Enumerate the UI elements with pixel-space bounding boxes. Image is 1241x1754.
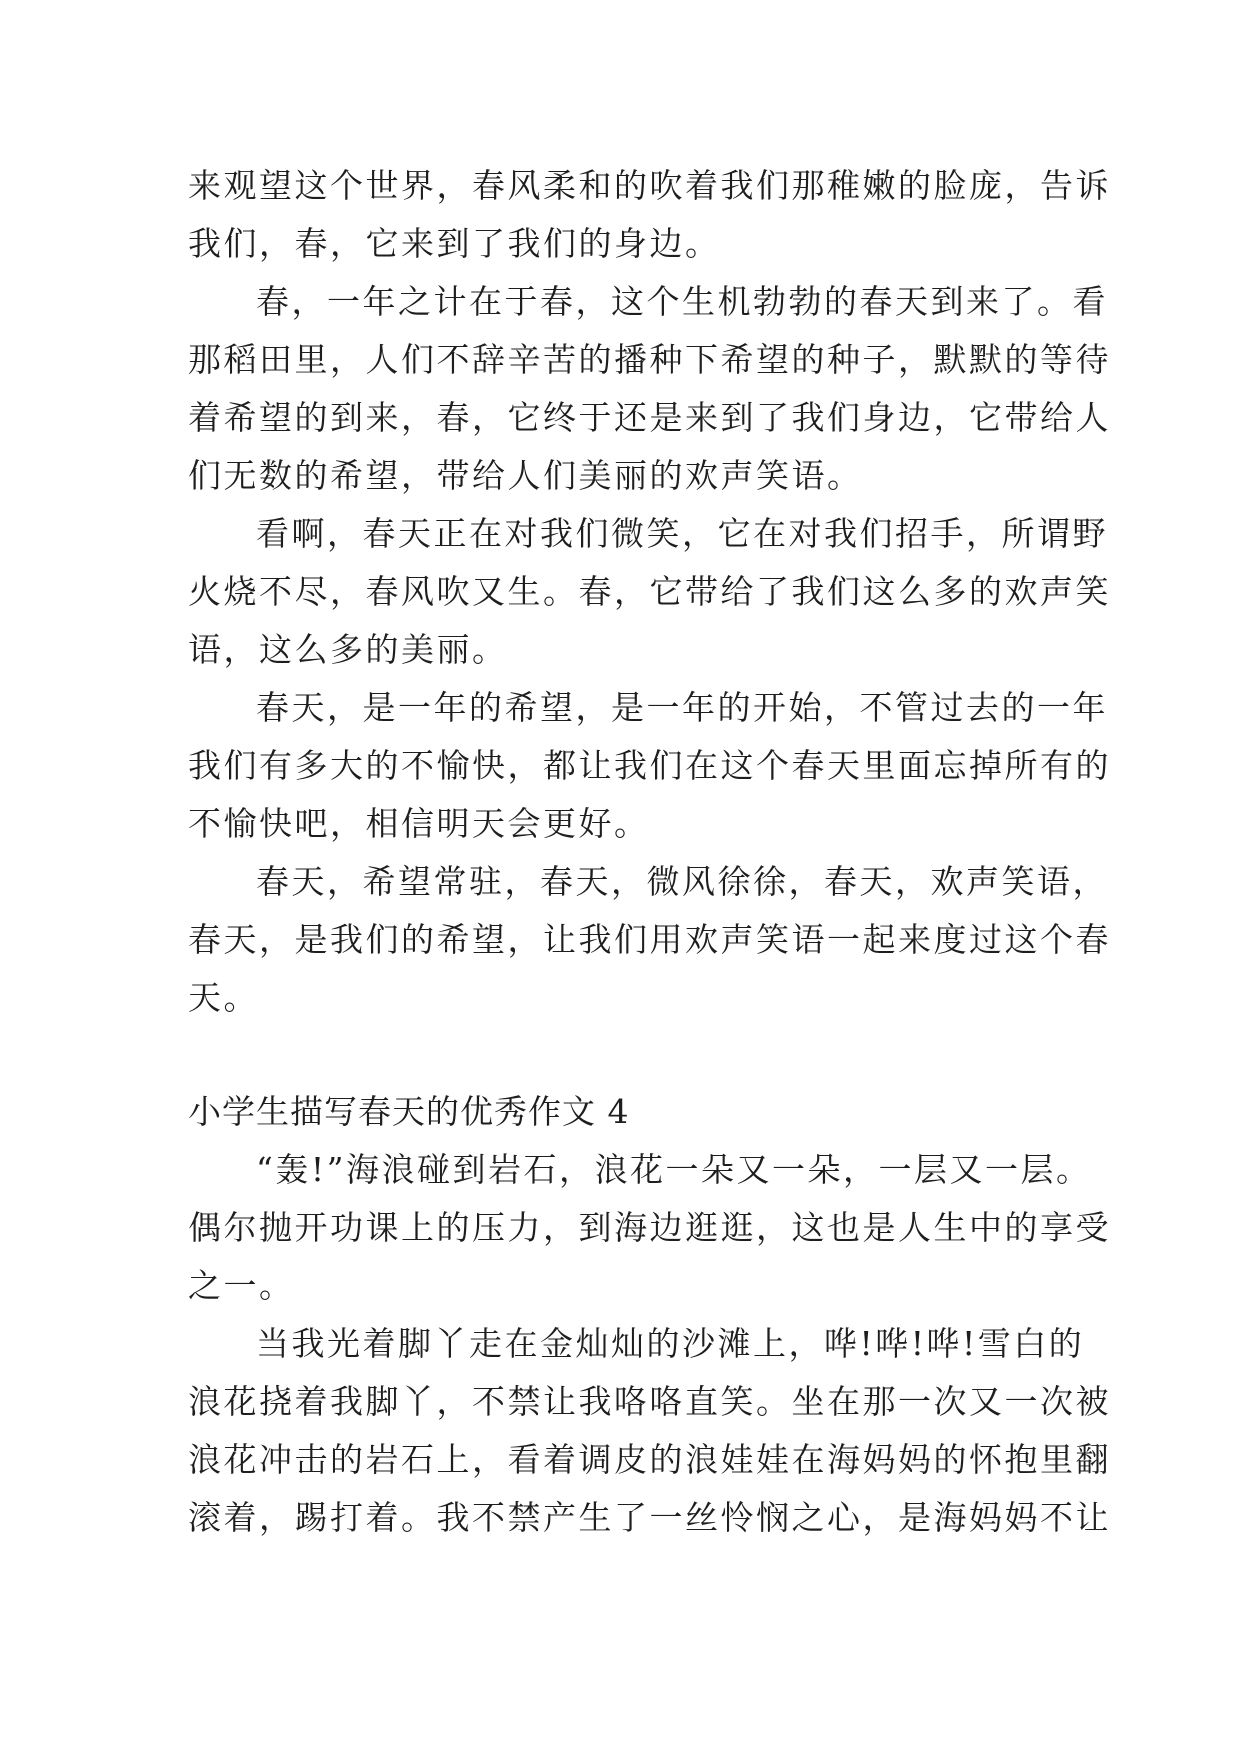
text-line: 浪花挠着我脚丫，不禁让我咯咯直笑。坐在那一次又一次被 — [188, 1382, 1111, 1421]
text-line: 偶尔抛开功课上的压力，到海边逛逛，这也是人生中的享受 — [188, 1208, 1111, 1247]
paragraph-start-line: “轰!”海浪碰到岩石，浪花一朵又一朵，一层又一层。 — [256, 1150, 1092, 1189]
text-line: 那稻田里，人们不辞辛苦的播种下希望的种子，默默的等待 — [188, 340, 1111, 379]
paragraph-start-line: 春天，是一年的希望，是一年的开始，不管过去的一年 — [256, 688, 1108, 727]
paragraph-start-line: 春，一年之计在于春，这个生机勃勃的春天到来了。看 — [256, 282, 1108, 321]
paragraph-start-line: 看啊，春天正在对我们微笑，它在对我们招手，所谓野 — [256, 514, 1108, 553]
text-line: 我们有多大的不愉快，都让我们在这个春天里面忘掉所有的 — [188, 746, 1111, 785]
text-line: 之一。 — [188, 1266, 295, 1305]
text-line: 不愉快吧，相信明天会更好。 — [188, 804, 650, 843]
paragraph-start-line: 当我光着脚丫走在金灿灿的沙滩上，哗!哗!哗!雪白的 — [256, 1324, 1085, 1363]
text-line: 浪花冲击的岩石上，看着调皮的浪娃娃在海妈妈的怀抱里翻 — [188, 1440, 1111, 1479]
text-line: 语，这么多的美丽。 — [188, 630, 508, 669]
paragraph-start-line: 春天，希望常驻，春天，微风徐徐，春天，欢声笑语， — [256, 862, 1108, 901]
text-line: 我们，春，它来到了我们的身边。 — [188, 224, 721, 263]
text-line: 天。 — [188, 978, 259, 1017]
text-line: 来观望这个世界，春风柔和的吹着我们那稚嫩的脸庞，告诉 — [188, 166, 1111, 205]
text-line: 着希望的到来，春，它终于还是来到了我们身边，它带给人 — [188, 398, 1111, 437]
section-title: 小学生描写春天的优秀作文 4 — [188, 1092, 630, 1131]
text-line: 火烧不尽，春风吹又生。春，它带给了我们这么多的欢声笑 — [188, 572, 1111, 611]
text-line: 春天，是我们的希望，让我们用欢声笑语一起来度过这个春 — [188, 920, 1111, 959]
text-line: 滚着，踢打着。我不禁产生了一丝怜悯之心，是海妈妈不让 — [188, 1498, 1111, 1537]
text-line: 们无数的希望，带给人们美丽的欢声笑语。 — [188, 456, 863, 495]
